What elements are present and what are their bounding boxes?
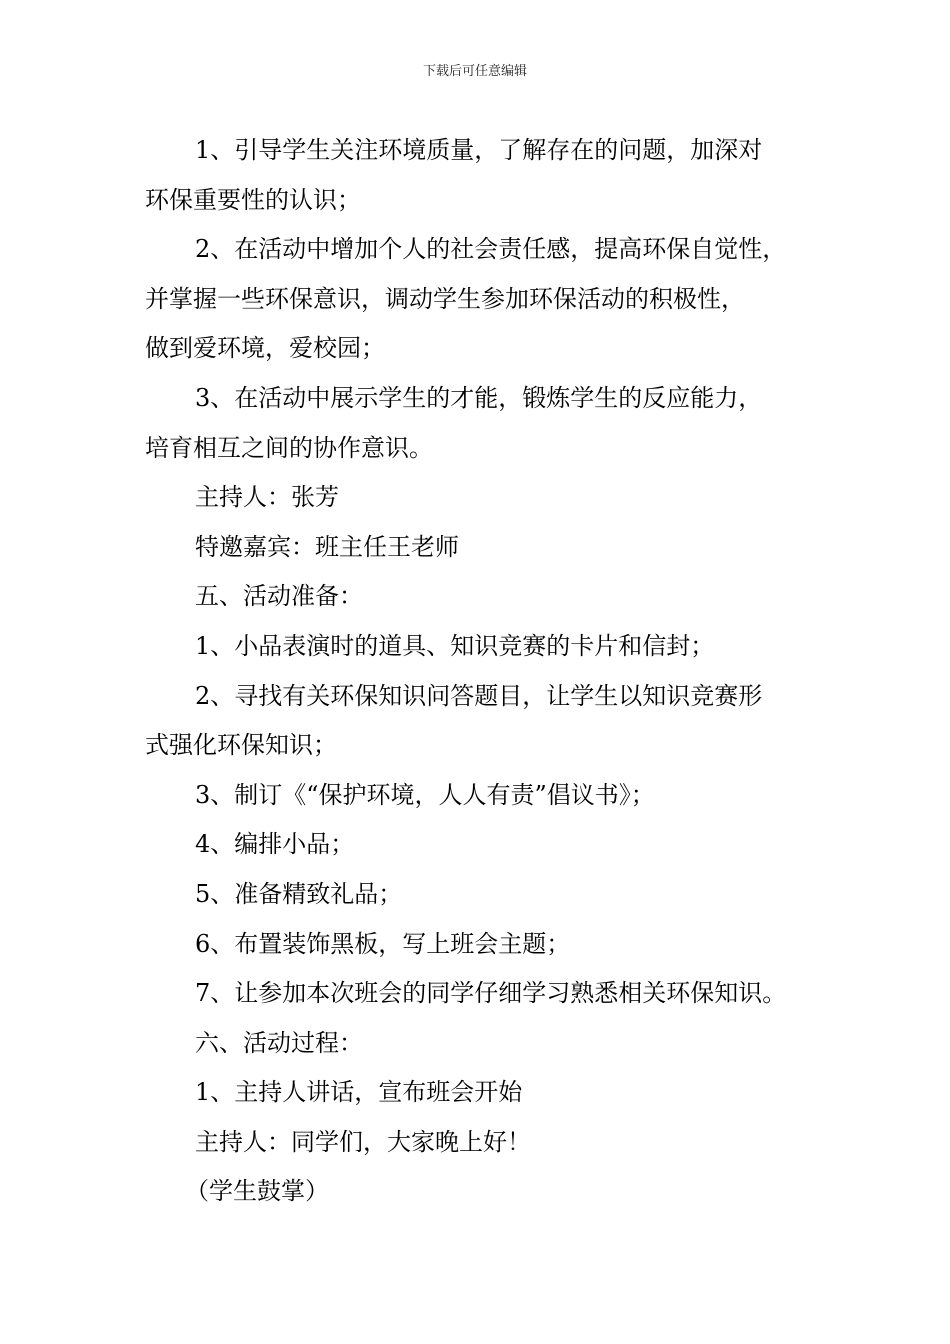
paragraph-line: 4、编排小品； bbox=[195, 830, 355, 859]
paragraph-prep-3 bbox=[145, 771, 825, 821]
paragraph-prep-1 bbox=[145, 622, 825, 672]
paragraph-line: 1、引导学生关注环境质量，了解存在的问题，加深对 bbox=[195, 136, 763, 164]
paragraph-line: 6、布置装饰黑板，写上班会主题； bbox=[195, 929, 571, 958]
paragraph-line: 5、准备精致礼品； bbox=[195, 879, 403, 908]
paragraph-goal-3 bbox=[145, 374, 825, 473]
paragraph-prep-4 bbox=[145, 820, 825, 870]
paragraph-line: 2、在活动中增加个人的社会责任感，提高环保自觉性， bbox=[195, 235, 787, 264]
paragraph-line: 并掌握一些环保意识，调动学生参加环保活动的积极性， bbox=[145, 284, 745, 313]
paragraph-line: 1、主持人讲话，宣布班会开始 bbox=[195, 1078, 523, 1107]
paragraph-line: 式强化环保知识； bbox=[145, 731, 337, 760]
paragraph-prep-6 bbox=[145, 920, 825, 970]
paragraph-line: 2、寻找有关环保知识问答题目，让学生以知识竞赛形 bbox=[195, 681, 763, 710]
paragraph-line: 主持人：同学们，大家晚上好！ bbox=[195, 1127, 531, 1156]
paragraph-prep-5 bbox=[145, 870, 825, 920]
page-header: 下载后可任意编辑 bbox=[422, 64, 527, 79]
paragraph-line: 3、在活动中展示学生的才能，锻炼学生的反应能力， bbox=[195, 383, 763, 412]
paragraph-applause bbox=[145, 1167, 825, 1217]
paragraph-line: 特邀嘉宾：班主任王老师 bbox=[195, 532, 459, 561]
paragraph-goal-2 bbox=[145, 225, 825, 374]
paragraph-line: 培育相互之间的协作意识。 bbox=[145, 433, 433, 462]
paragraph-host bbox=[145, 473, 825, 523]
section-heading-process bbox=[145, 1019, 825, 1069]
paragraph-line: 3、制订《“保护环境，人人有责”倡议书》； bbox=[195, 780, 655, 809]
paragraph-line: （学生鼓掌） bbox=[185, 1177, 329, 1206]
paragraph-line: 主持人：张芳 bbox=[195, 483, 339, 512]
paragraph-prep-7 bbox=[145, 969, 825, 1019]
paragraph-goal-1 bbox=[145, 126, 825, 225]
paragraph-line: 做到爱环境，爱校园； bbox=[145, 334, 385, 363]
paragraph-line: 7、让参加本次班会的同学仔细学习熟悉相关环保知识。 bbox=[195, 979, 787, 1008]
paragraph-line: 1、小品表演时的道具、知识竞赛的卡片和信封； bbox=[195, 631, 715, 660]
paragraph-prep-2 bbox=[145, 672, 825, 771]
paragraph-line: 环保重要性的认识； bbox=[145, 185, 361, 214]
paragraph-line: 六、活动过程： bbox=[195, 1028, 363, 1057]
section-heading-preparation bbox=[145, 572, 825, 622]
document-body bbox=[145, 126, 825, 1217]
paragraph-host-speech bbox=[145, 1118, 825, 1168]
paragraph-line: 五、活动准备： bbox=[195, 582, 363, 611]
paragraph-guest bbox=[145, 523, 825, 573]
paragraph-process-1 bbox=[145, 1068, 825, 1118]
